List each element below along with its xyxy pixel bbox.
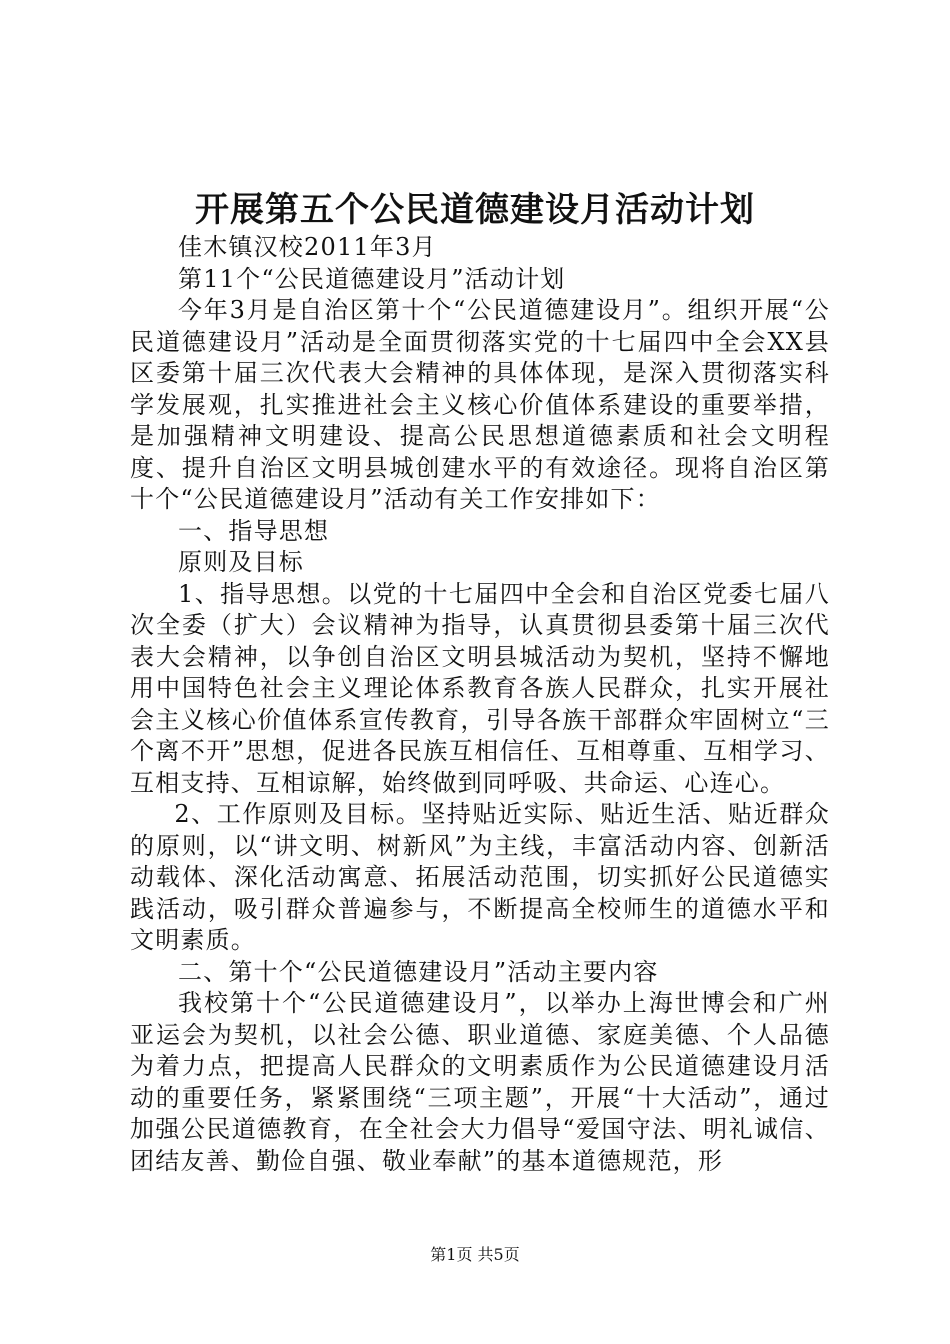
heading-section-2: 二、第十个“公民道德建设月”活动主要内容 [178,957,659,986]
paragraph-work-principles: 2、工作原则及目标。坚持贴近实际、贴近生活、贴近群众的原则，以“讲文明、树新风”为主线，丰富活动内容、创新活动载体、深化活动寓意、拓展活动范围，切实抓好公民道德实践活动，吸引群众普遍参与，不断提高全校师生的道德水平和文明素质。 [130,800,830,954]
document-title: 开展第五个公民道德建设月活动计划 [195,190,755,230]
page-number: 第1页 共5页 [430,1245,520,1264]
heading-section-1: 一、指导思想 [178,516,330,545]
paragraph-dateline: 佳木镇汉校2011年3月 [178,233,437,261]
paragraph-intro: 今年3月是自治区第十个“公民道德建设月”。组织开展“公民道德建设月”活动是全面贯彻落实党的十七届四中全会XX县区委第十届三次代表大会精神的具体体现，是深入贯彻落实科学发展观，扎实推进社会主义核心价值体系建设的重要举措，是加强精神文明建设、提高公民思想道德素质和社会文明程度、提升自治区文明县城创建水平的有效途径。现将自治区第十个“公民道德建设月”活动有关工作安排如下： [130,296,830,513]
document-body [130,232,830,1177]
paragraph-main-content: 我校第十个“公民道德建设月”，以举办上海世博会和广州亚运会为契机，以社会公德、职业道德、家庭美德、个人品德为着力点，把提高人民群众的文明素质作为公民道德建设月活动的重要任务，紧紧围绕“三项主题”，开展“十大活动”，通过加强公民道德教育，在全社会大力倡导“爱国守法、明礼诚信、团结友善、勤俭自强、敬业奉献”的基本道德规范，形 [130,989,830,1175]
paragraph-guiding-thought: 1、指导思想。以党的十七届四中全会和自治区党委七届八次全委（扩大）会议精神为指导，认真贯彻县委第十届三次代表大会精神，以争创自治区文明县城活动为契机，坚持不懈地用中国特色社会主义理论体系教育各族人民群众，扎实开展社会主义核心价值体系宣传教育，引导各族干部群众牢固树立“三个离不开”思想，促进各民族互相信任、互相尊重、互相学习、互相支持、互相谅解，始终做到同呼吸、共命运、心连心。 [130,579,830,797]
heading-principles: 原则及目标 [178,548,304,576]
paragraph-subtitle: 第11个“公民道德建设月”活动计划 [178,264,566,293]
